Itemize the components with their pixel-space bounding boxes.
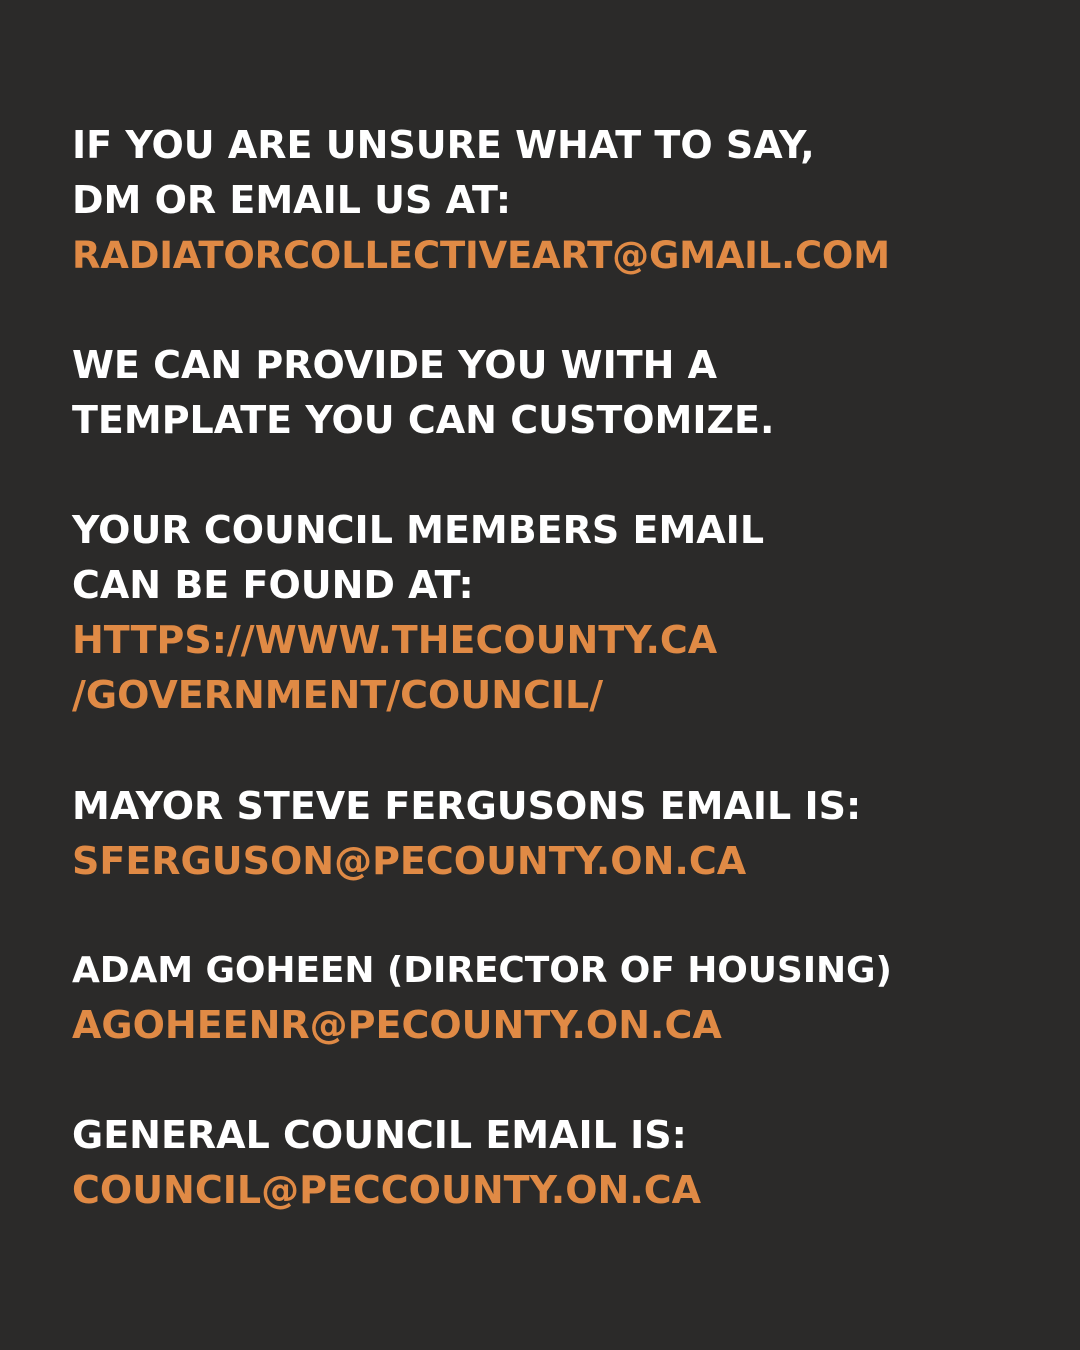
heading-line: YOUR COUNCIL MEMBERS EMAIL	[72, 508, 765, 552]
contact-us-block	[72, 118, 1062, 283]
heading-line: TEMPLATE YOU CAN CUSTOMIZE.	[72, 398, 775, 442]
mayor-block	[72, 779, 1062, 889]
heading-line: IF YOU ARE UNSURE WHAT TO SAY,	[72, 123, 815, 167]
council-members-block	[72, 503, 1062, 723]
heading-line: WE CAN PROVIDE YOU WITH A	[72, 343, 718, 387]
heading-line: MAYOR STEVE FERGUSONS EMAIL IS:	[72, 784, 862, 828]
collective-email: RADIATORCOLLECTIVEART@GMAIL.COM	[72, 234, 890, 277]
general-council-email: COUNCIL@PECCOUNTY.ON.CA	[72, 1168, 702, 1212]
heading-line: ADAM GOHEEN (DIRECTOR OF HOUSING)	[72, 950, 892, 991]
housing-director-email: AGOHEENR@PECOUNTY.ON.CA	[72, 1003, 722, 1047]
council-url-line: /GOVERNMENT/COUNCIL/	[72, 673, 604, 717]
council-url-line: HTTPS://WWW.THECOUNTY.CA	[72, 618, 718, 662]
template-block	[72, 338, 1062, 448]
mayor-email: SFERGUSON@PECOUNTY.ON.CA	[72, 839, 747, 883]
general-council-block	[72, 1108, 1062, 1218]
heading-line: DM OR EMAIL US AT:	[72, 178, 512, 222]
heading-line: CAN BE FOUND AT:	[72, 563, 474, 607]
housing-director-block	[72, 943, 1062, 1053]
heading-line: GENERAL COUNCIL EMAIL IS:	[72, 1113, 687, 1157]
